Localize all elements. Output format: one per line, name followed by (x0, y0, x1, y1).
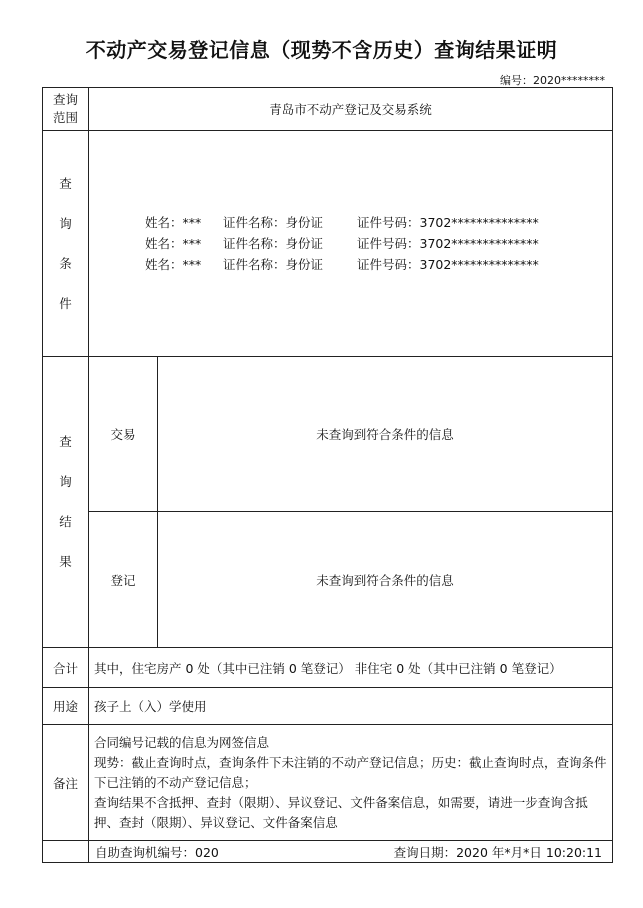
conditions-row (43, 131, 613, 357)
scope-value: 青岛市不动产登记及交易系统 (89, 88, 613, 131)
remark-line: 现势：截止查询时点，查询条件下未注销的不动产登记信息；历史：截止查询时点，查询条件下已注销的不动产登记信息； (94, 754, 607, 790)
machine-number: 自助查询机编号：020 (95, 844, 219, 860)
transaction-value: 未查询到符合条件的信息 (158, 357, 613, 512)
person-line: 姓名：*** 证件名称：身份证 证件号码：3702************** (145, 257, 539, 272)
serial-number: 编号：2020******** (500, 74, 605, 87)
certificate-table (42, 87, 613, 863)
conditions-content (89, 131, 613, 357)
transaction-row (43, 357, 613, 512)
person-line: 姓名：*** 证件名称：身份证 证件号码：3702************** (145, 236, 539, 251)
total-row (43, 648, 613, 688)
registration-label: 登记 (89, 512, 158, 648)
registration-value: 未查询到符合条件的信息 (158, 512, 613, 648)
remarks-row (43, 725, 613, 841)
remarks-label: 备注 (43, 725, 89, 841)
total-label: 合计 (43, 648, 89, 688)
person-line: 姓名：*** 证件名称：身份证 证件号码：3702************** (145, 215, 539, 230)
query-date: 查询日期：2020 年*月*日 10:20:11 (393, 844, 603, 860)
conditions-label: 查 询 条 件 (43, 131, 89, 357)
results-label: 查 询 结 果 (43, 357, 89, 648)
purpose-label: 用途 (43, 688, 89, 725)
scope-label: 查询 范围 (43, 88, 89, 131)
remark-line: 合同编号记载的信息为网签信息 (94, 734, 270, 750)
transaction-label: 交易 (89, 357, 158, 512)
registration-row (43, 512, 613, 648)
document-title: 不动产交易登记信息（现势不含历史）查询结果证明 (85, 38, 558, 62)
scope-row (43, 88, 613, 131)
purpose-row (43, 688, 613, 725)
footer-row (43, 841, 613, 863)
footer-content (89, 841, 613, 863)
remarks-content (89, 725, 613, 841)
total-value: 其中，住宅房产 0 处（其中已注销 0 笔登记） 非住宅 0 处（其中已注销 0 笔登记） (89, 648, 613, 688)
footer-blank (43, 841, 89, 863)
remark-line: 查询结果不含抵押、查封（限期）、异议登记、文件备案信息，如需要，请进一步查询含抵押、查封（限期）、异议登记、文件备案信息 (94, 794, 588, 830)
purpose-value: 孩子上（入）学使用 (89, 688, 613, 725)
